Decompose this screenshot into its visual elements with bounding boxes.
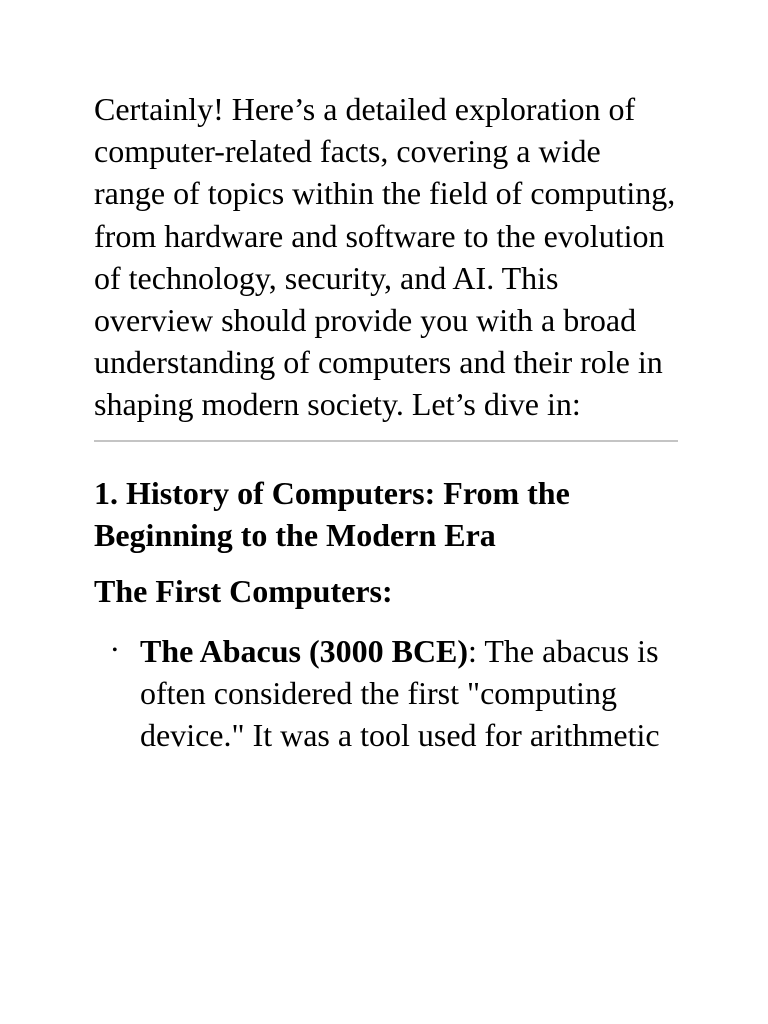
section-heading: 1. History of Computers: From the Beginning to the Modern Era [94, 474, 570, 553]
bullet-icon: • [112, 641, 118, 659]
bullet-list [94, 630, 678, 756]
intro-paragraph: Certainly! Here’s a detailed exploration of computer-related facts, covering a wide range of topics within the field of computing, from hardware and software to the evolution of technology, security, and AI. This overview should provide you with a broad understanding of computers and their role in shaping modern society. Let’s dive in: [94, 91, 676, 423]
list-item-term: The Abacus (3000 BCE) [140, 632, 469, 669]
subsection-heading: The First Computers: [94, 572, 393, 609]
list-item-text: : The abacus is often considered the first "computing device." It was a tool used for arithmetic [140, 632, 660, 753]
document-page [94, 88, 678, 756]
list-item [94, 630, 678, 756]
horizontal-divider [94, 440, 678, 442]
